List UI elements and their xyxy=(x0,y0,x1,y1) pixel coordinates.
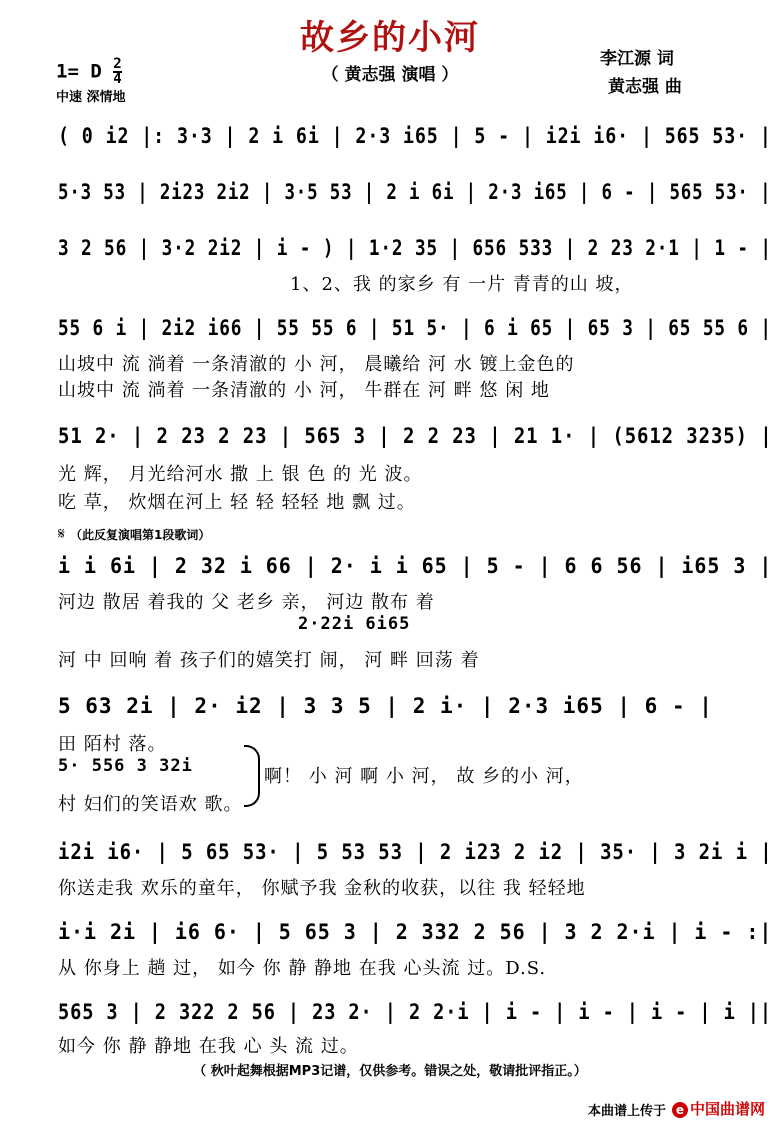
score-line-7-lyric-1: 田 陌村 落。 xyxy=(58,734,167,755)
site-logo[interactable] xyxy=(672,1098,765,1119)
tempo-marking: 中速 深情地 xyxy=(56,90,126,105)
lyricist-credit: 李江源 词 xyxy=(600,49,674,69)
score-line-6-lyric-2: 河 中 回响 着 孩子们的嬉笑打 闹， 河 畔 回荡 着 xyxy=(58,650,480,671)
small-variant-notes: 5· 556 3 32i xyxy=(58,756,193,776)
brace xyxy=(244,745,260,807)
time-signature xyxy=(113,58,121,86)
score-line-4-notes: 55 6 i | 2i2 i66 | 55 55 6 | 51 5· | 6 i 65 | 65 3 | 65 55 6 | xyxy=(58,316,772,340)
score-line-10-notes: 565 3 | 2 322 2 56 | 23 2· | 2 2·i | i - | i - | i - | i || xyxy=(58,1000,772,1024)
score-line-9-notes: i·i 2i | i6 6· | 5 65 3 | 2 332 2 56 | 3 2 2·i | i - :| xyxy=(58,920,773,944)
segno-note: （此反复演唱第1段歌词） xyxy=(69,528,211,542)
time-denominator: 4 xyxy=(113,71,122,87)
transcription-note: （ 秋叶起舞根据MP3记谱，仅供参考。错误之处，敬请批评指正。） xyxy=(193,1064,587,1079)
score-line-6-notes: i i 6i | 2 32 i 66 | 2· i i 65 | 5 - | 6 6 56 | i65 3 | xyxy=(58,554,773,578)
score-line-3-notes: 3 2 56 | 3·2 2i2 | i - ) | 1·2 35 | 656 533 | 2 23 2·1 | 1 - | xyxy=(58,236,772,260)
score-line-2-notes: 5·3 53 | 2i23 2i2 | 3·5 53 | 2 i 6i | 2·3 i65 | 6 - | 565 53· | xyxy=(58,180,772,204)
score-line-1-notes: ( 0 i2 |: 3·3 | 2 i 6i | 2·3 i65 | 5 - | i2i i6· | 565 53· | xyxy=(58,124,772,148)
score-line-3-lyric-1: 1、2、我 的家乡 有 一片 青青的山 坡， xyxy=(290,274,634,295)
score-line-5-lyric-1: 光 辉， 月光给河水 撒 上 银 色 的 光 波。 xyxy=(58,464,423,485)
score-line-7-notes: 5 63 2i | 2· i2 | 3 3 5 | 2 i· | 2·3 i65 | 6 - | xyxy=(58,694,713,718)
site-logo-icon: e xyxy=(672,1102,688,1118)
segno-icon: 𝄋 xyxy=(58,524,65,543)
key-label: 1= D xyxy=(56,60,102,83)
score-line-5-notes: 51 2· | 2 23 2 23 | 565 3 | 2 2 23 | 21 1· | (5612 3235) | xyxy=(58,424,773,448)
upload-text: 本曲谱上传于 xyxy=(588,1104,667,1119)
score-line-4-lyric-1: 山坡中 流 淌着 一条清澈的 小 河， 晨曦给 河 水 镀上金色的 xyxy=(58,354,575,375)
score-line-4-lyric-2: 山坡中 流 淌着 一条清澈的 小 河， 牛群在 河 畔 悠 闲 地 xyxy=(58,380,550,401)
score-line-7-lyric-2: 村 妇们的笑语欢 歌。 xyxy=(58,794,243,815)
site-logo-text: 中国曲谱网 xyxy=(690,1100,766,1118)
chorus-lyric: 啊！ 小 河 啊 小 河， 故 乡的小 河， xyxy=(264,766,584,787)
page-title: 故乡的小河 xyxy=(300,18,480,58)
score-line-8-lyric-1: 你送走我 欢乐的童年， 你赋予我 金秋的收获，以往 我 轻轻地 xyxy=(58,878,586,899)
score-line-10-lyric-1: 如今 你 静 静地 在我 心 头 流 过。 xyxy=(58,1036,359,1057)
score-line-6-lyric-1: 河边 散居 着我的 父 老乡 亲， 河边 散布 着 xyxy=(58,592,435,613)
time-numerator: 2 xyxy=(113,56,122,72)
key-signature xyxy=(56,58,122,86)
score-line-5-lyric-2: 吃 草， 炊烟在河上 轻 轻 轻轻 地 飘 过。 xyxy=(58,492,416,513)
score-line-9-lyric-1: 从 你身上 趟 过， 如今 你 静 静地 在我 心头流 过。D.S. xyxy=(58,958,547,979)
segno-marking xyxy=(58,524,210,544)
page-subtitle: （ 黄志强 演唱 ） xyxy=(321,65,459,85)
alt-notes: 2·22i 6i65 xyxy=(298,614,411,634)
composer-credit: 黄志强 曲 xyxy=(608,77,682,97)
score-line-8-notes: i2i i6· | 5 65 53· | 5 53 53 | 2 i23 2 i2 | 35· | 3 2i i | xyxy=(58,840,773,864)
